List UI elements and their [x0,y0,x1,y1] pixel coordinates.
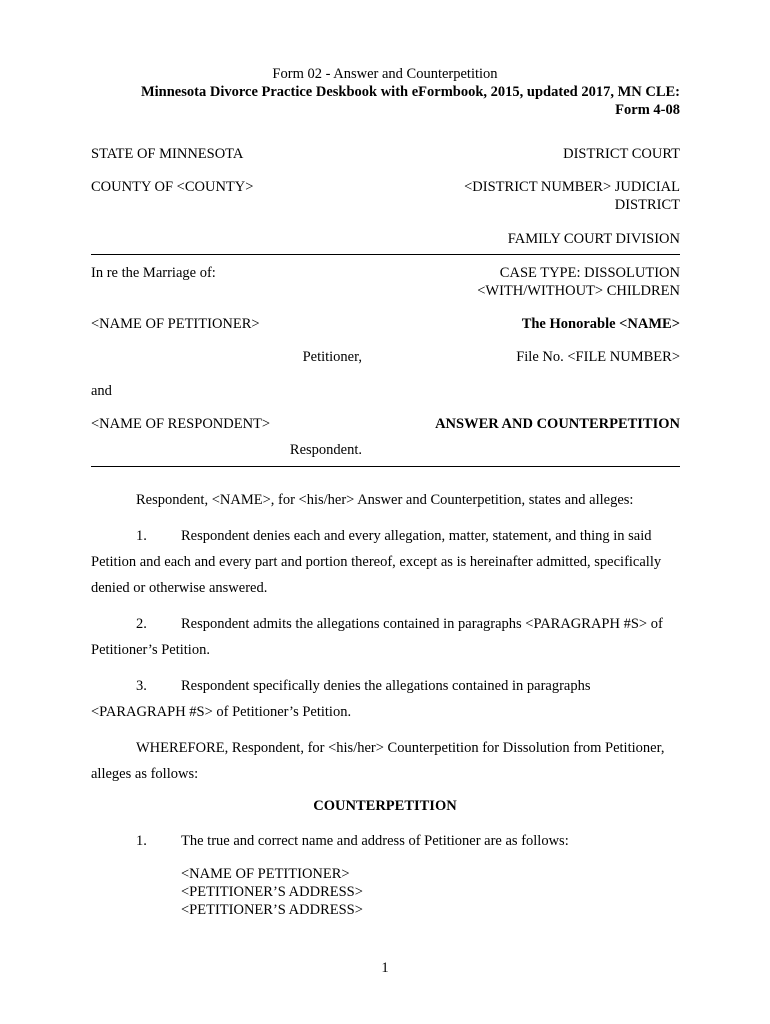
book-citation-line2: Form 4-08 [615,102,680,118]
district-line1: <DISTRICT NUMBER> JUDICIAL [464,179,680,195]
state-label: STATE OF MINNESOTA [91,146,244,162]
division-label: FAMILY COURT DIVISION [507,231,680,247]
court-label: DISTRICT COURT [563,146,680,162]
district-line2: DISTRICT [614,197,680,213]
file-number: File No. <FILE NUMBER> [516,349,680,365]
paragraph-text: Respondent admits the allegations contained in paragraphs <PARAGRAPH #S> of Petitioner’s Petition. [91,616,663,658]
in-re-label: In re the Marriage of: [91,265,216,281]
address-line: <NAME OF PETITIONER> [181,866,350,882]
answer-paragraph-1 [91,523,680,601]
and-label: and [91,383,112,399]
wherefore-paragraph: WHEREFORE, Respondent, for <his/her> Counterpetition for Dissolution from Petitioner, alleges as follows: [91,740,665,782]
paragraph-number: 1. [136,528,147,544]
case-type-line2: <WITH/WITHOUT> CHILDREN [477,283,680,299]
respondent-label: Respondent. [289,442,362,458]
respondent-name: <NAME OF RESPONDENT> [91,416,271,432]
paragraph-number: 2. [136,616,147,632]
address-line: <PETITIONER’S ADDRESS> [181,884,363,900]
book-citation-line1: Minnesota Divorce Practice Deskbook with eFormbook, 2015, updated 2017, MN CLE: [140,84,680,100]
paragraph-text: The true and correct name and address of Petitioner are as follows: [181,833,569,849]
page-number: 1 [381,960,389,976]
paragraph-text: Respondent denies each and every allegation, matter, statement, and thing in said Petition and each and every part and portion thereof, except as is hereinafter admitted, specifically denied or otherwise answered. [91,528,662,596]
case-type-line1: CASE TYPE: DISSOLUTION [499,265,680,281]
paragraph-number: 1. [136,833,147,849]
answer-paragraph-2 [91,611,680,663]
county-label: COUNTY OF <COUNTY> [91,179,254,195]
petitioner-address-block [181,865,363,919]
address-line: <PETITIONER’S ADDRESS> [181,902,363,918]
intro-paragraph: Respondent, <NAME>, for <his/her> Answer and Counterpetition, states and alleges: [136,492,634,508]
caption-top-rule [91,254,680,255]
petitioner-label: Petitioner, [302,349,362,365]
paragraph-number: 3. [136,678,147,694]
caption-bottom-rule [91,466,680,467]
petitioner-name: <NAME OF PETITIONER> [91,316,260,332]
paragraph-text: Respondent specifically denies the allegations contained in paragraphs <PARAGRAPH #S> of Petitioner’s Petition. [91,678,591,720]
answer-paragraph-3 [91,673,680,725]
counterpetition-heading: COUNTERPETITION [313,798,457,814]
form-title: Form 02 - Answer and Counterpetition [272,66,498,82]
counter-paragraph-1 [91,828,680,854]
document-title: ANSWER AND COUNTERPETITION [435,416,680,432]
judge-name: The Honorable <NAME> [521,316,680,332]
